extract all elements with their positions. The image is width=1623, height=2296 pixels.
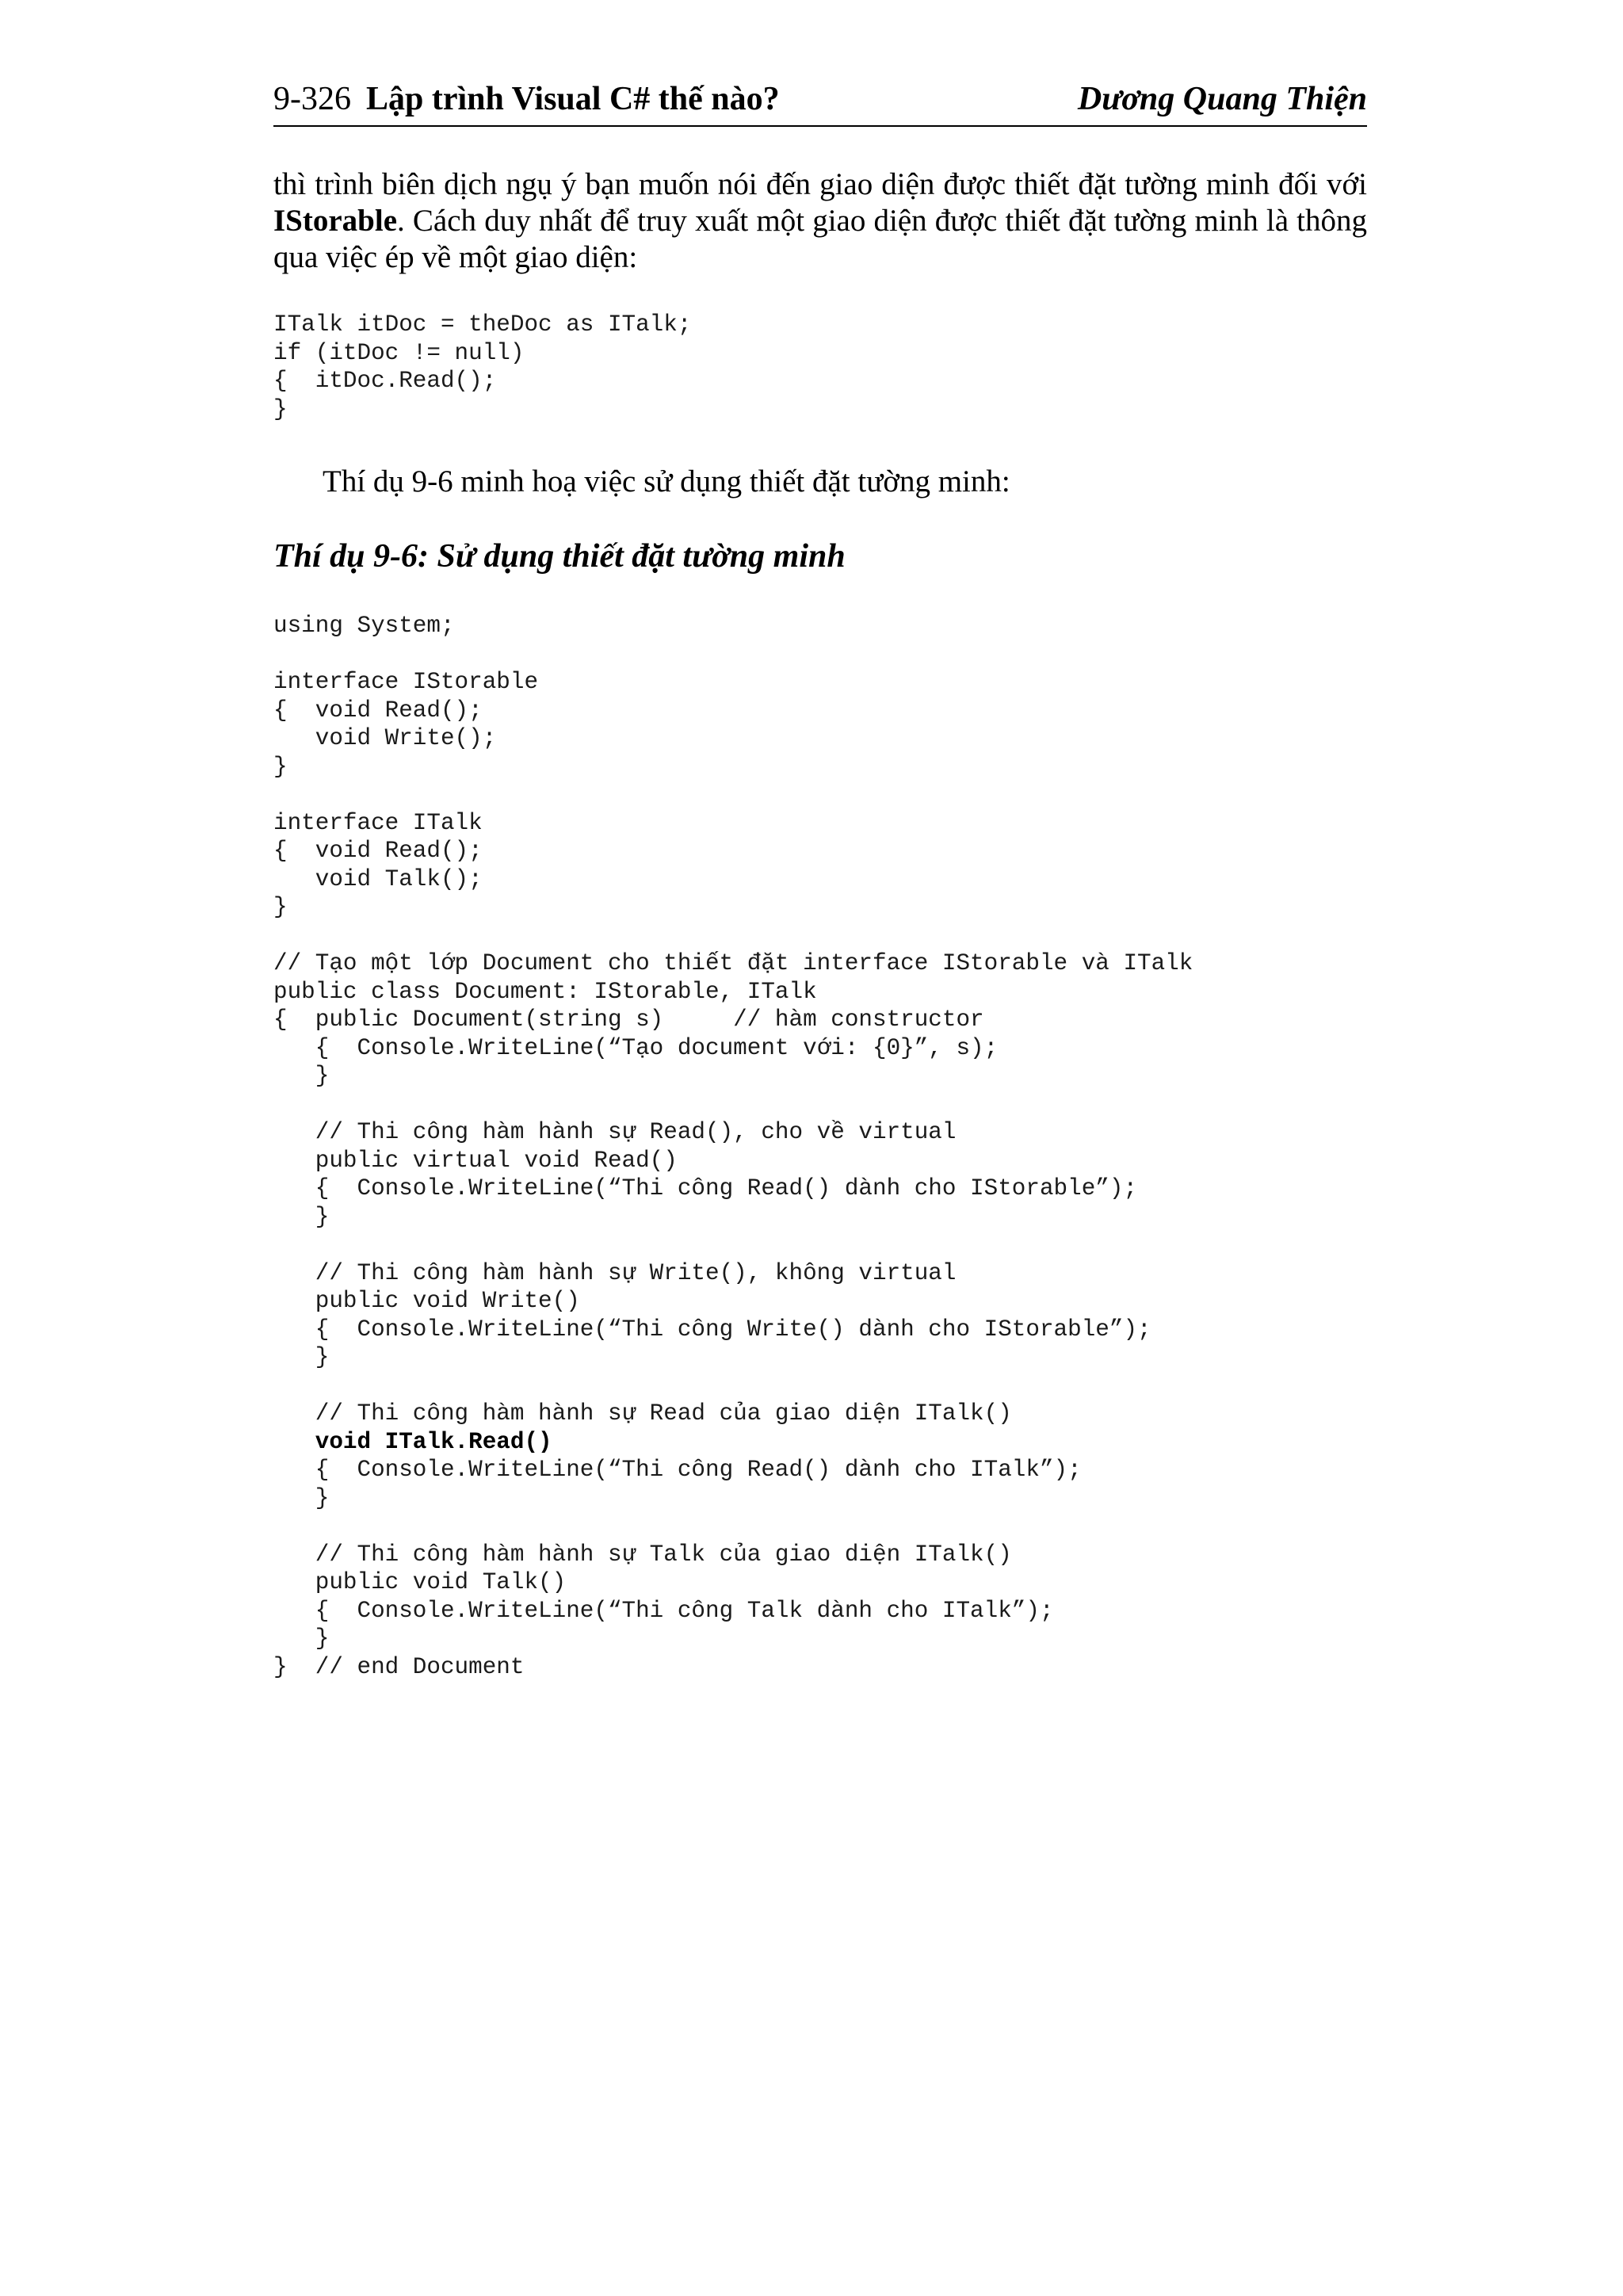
code-comment-line: // Tạo một lớp Document cho thiết đặt interface IStorable và ITalk	[273, 950, 1193, 976]
code-line: public void Write()	[273, 1288, 580, 1314]
code-line: public virtual void Read()	[273, 1147, 678, 1174]
intro-line-1: thì trình biên dịch ngụ ý bạn muốn nói đến giao diện được thiết đặt tường minh đối với	[273, 167, 1367, 201]
code-comment-line: // Thi công hàm hành sự Write(), không virtual	[273, 1259, 957, 1286]
code-line: }	[273, 1484, 330, 1511]
intro-paragraph	[273, 166, 1367, 276]
code-line	[273, 640, 1193, 669]
code-line: void Talk();	[273, 865, 483, 892]
code-line: { Console.WriteLine(“Thi công Read() dành cho IStorable”);	[273, 1175, 1138, 1201]
page-number: 9-326	[273, 81, 351, 117]
intro-line-3: qua việc ép về một giao diện:	[273, 240, 638, 274]
code-line: { itDoc.Read();	[273, 368, 497, 394]
intro-line-2-text: . Cách duy nhất để truy xuất một giao diện được thiết đặt tường minh là thông	[397, 204, 1367, 238]
code-line	[273, 1091, 1193, 1119]
explicit-implementation-line: void ITalk.Read()	[273, 1428, 552, 1455]
code-line: using System;	[273, 613, 455, 639]
code-comment-line: // Thi công hàm hành sự Read của giao diện ITalk()	[273, 1400, 1012, 1427]
code-line: }	[273, 395, 288, 422]
code-comment-line: // Thi công hàm hành sự Read(), cho về virtual	[273, 1119, 957, 1145]
code-line: }	[273, 1063, 330, 1089]
code-line: }	[273, 1626, 330, 1652]
code-line: { Console.WriteLine(“Thi công Write() dành cho IStorable”);	[273, 1316, 1151, 1343]
code-line	[273, 1512, 1193, 1541]
code-line: { Console.WriteLine(“Tạo document với: {0}”, s);	[273, 1034, 999, 1061]
code-line	[273, 922, 1193, 950]
example-heading: Thí dụ 9-6: Sử dụng thiết đặt tường minh	[273, 538, 846, 575]
intro-line-2	[273, 203, 1367, 239]
code-line: { void Read();	[273, 838, 483, 864]
cast-code-snippet	[273, 311, 691, 423]
code-line: { Console.WriteLine(“Thi công Read() dành cho ITalk”);	[273, 1457, 1082, 1483]
code-line: interface ITalk	[273, 809, 483, 836]
code-line: public void Talk()	[273, 1569, 567, 1595]
code-line: interface IStorable	[273, 669, 539, 695]
code-line	[273, 1231, 1193, 1259]
example-code-listing	[273, 612, 1193, 1681]
code-line	[273, 1372, 1193, 1400]
code-line: void Write();	[273, 725, 497, 751]
code-line: { public Document(string s) // hàm constructor	[273, 1007, 984, 1033]
author-name: Dương Quang Thiện	[1077, 81, 1367, 117]
code-line: }	[273, 894, 288, 920]
code-line: } // end Document	[273, 1653, 525, 1680]
code-line: }	[273, 1203, 330, 1230]
code-line: }	[273, 753, 288, 780]
code-comment-line: // Thi công hàm hành sự Talk của giao diện ITalk()	[273, 1541, 1012, 1568]
code-line: { void Read();	[273, 697, 483, 724]
code-line: }	[273, 1344, 330, 1370]
page-header	[273, 76, 1367, 127]
code-line: public class Document: IStorable, ITalk	[273, 978, 817, 1005]
code-line: if (itDoc != null)	[273, 339, 525, 366]
code-line: { Console.WriteLine(“Thi công Talk dành cho ITalk”);	[273, 1597, 1054, 1624]
code-line	[273, 781, 1193, 809]
istorable-term: IStorable	[273, 204, 397, 238]
book-title: Lập trình Visual C# thế nào?	[366, 81, 780, 117]
example-reference-text: Thí dụ 9-6 minh hoạ việc sử dụng thiết đặt tường minh:	[323, 464, 1010, 499]
code-line: ITalk itDoc = theDoc as ITalk;	[273, 311, 692, 338]
